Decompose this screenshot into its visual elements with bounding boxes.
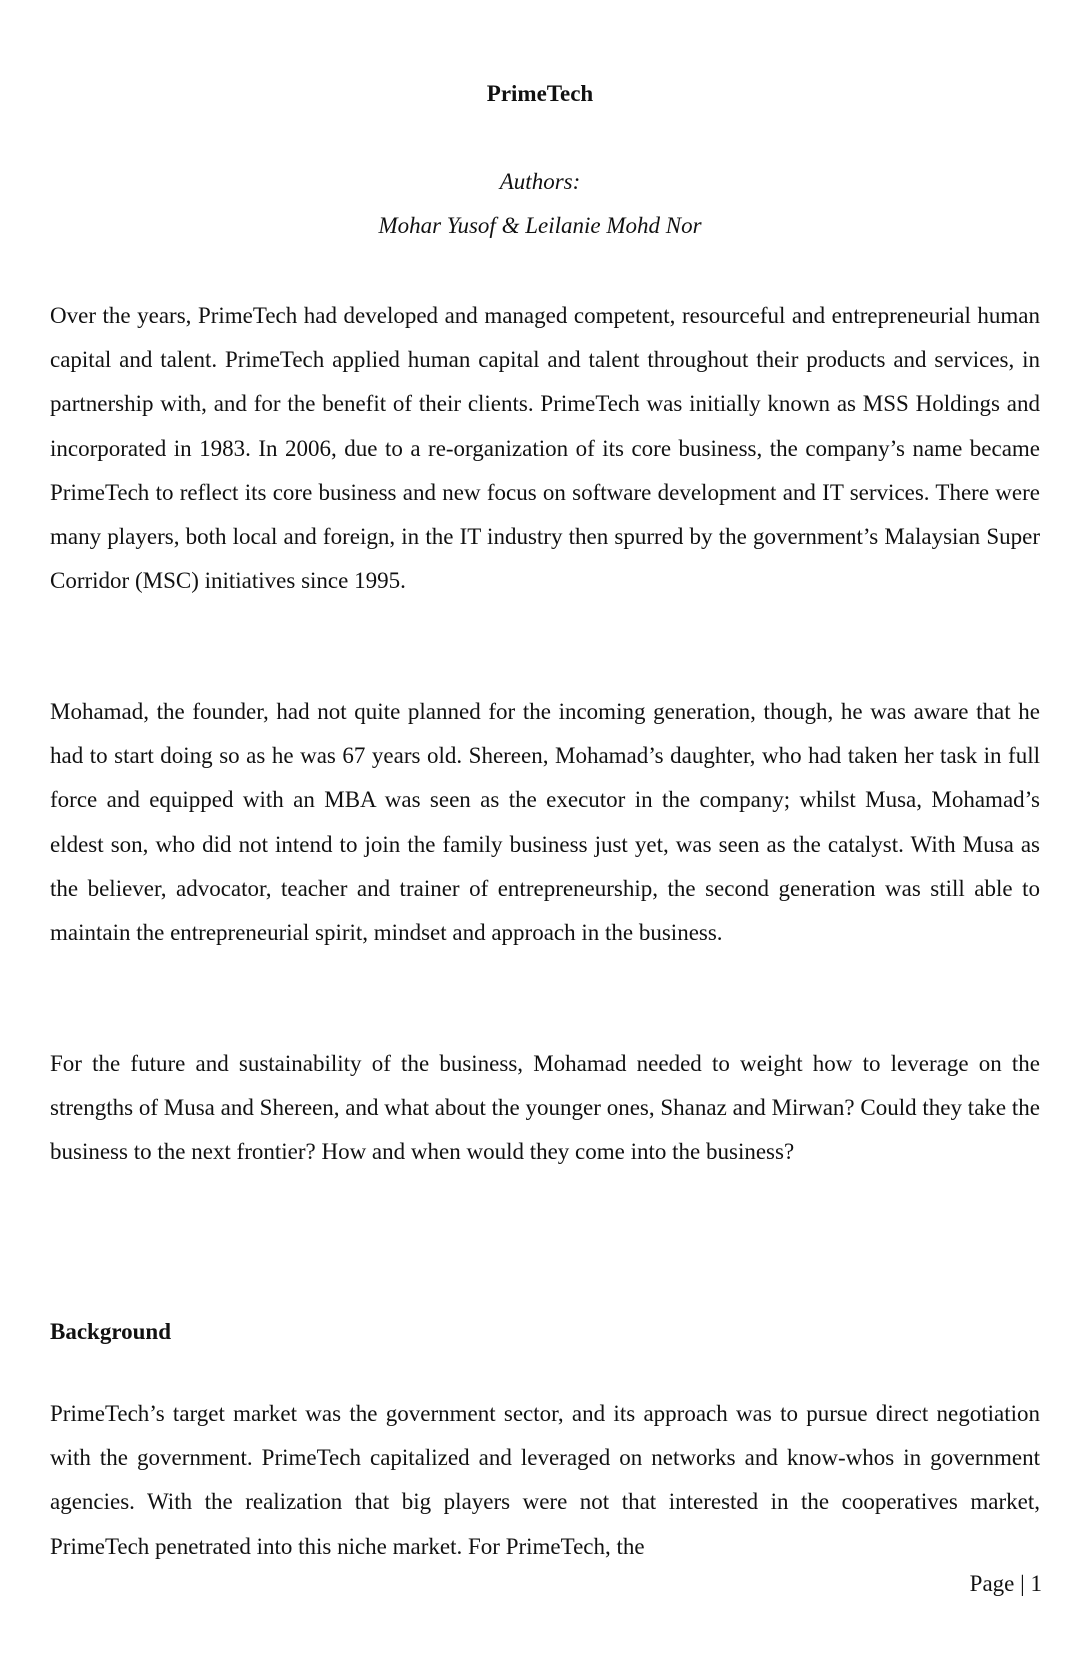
background-paragraph: PrimeTech’s target market was the government sector, and its approach was to pursue direct negotiation with the government. PrimeTech capitalized and leveraged on networks and know-whos in government agencies. With the realization that big players were not that interested in the cooperatives market, PrimeTech penetrated into this niche market. For PrimeTech, the — [50, 1401, 1040, 1559]
intro-paragraph-2: Mohamad, the founder, had not quite planned for the incoming generation, though, he was aware that he had to start doing so as he was 67 years old. Shereen, Mohamad’s daughter, who had taken her task in full force and equipped with an MBA was seen as the executor in the company; whilst Musa, Mohamad’s eldest son, who did not intend to join the family business just yet, was seen as the catalyst. With Musa as the believer, advocator, teacher and trainer of entrepreneurship, the second generation was still able to maintain the entrepreneurial spirit, mindset and approach in the business. — [50, 699, 1040, 946]
authors-label: Authors: — [499, 169, 581, 194]
intro-paragraph-1: Over the years, PrimeTech had developed and managed competent, resourceful and entrepreneurial human capital and talent. PrimeTech applied human capital and talent throughout their products and services, in partnership with, and for the benefit of their clients. PrimeTech was initially known as MSS Holdings and incorporated in 1983. In 2006, due to a re-organization of its core business, the company’s name became PrimeTech to reflect its core business and new focus on software development and IT services. There were many players, both local and foreign, in the IT industry then spurred by the government’s Malaysian Super Corridor (MSC) initiatives since 1995. — [50, 303, 1040, 594]
intro-paragraph-3: For the future and sustainability of the business, Mohamad needed to weight how to leverage on the strengths of Musa and Shereen, and what about the younger ones, Shanaz and Mirwan? Could they take the business to the next frontier? How and when would they come into the business? — [50, 1051, 1040, 1165]
authors-names: Mohar Yusof & Leilanie Mohd Nor — [378, 213, 702, 238]
document-title: PrimeTech — [486, 81, 594, 106]
page-number: Page | 1 — [969, 1571, 1042, 1596]
section-heading-background: Background — [50, 1319, 172, 1344]
